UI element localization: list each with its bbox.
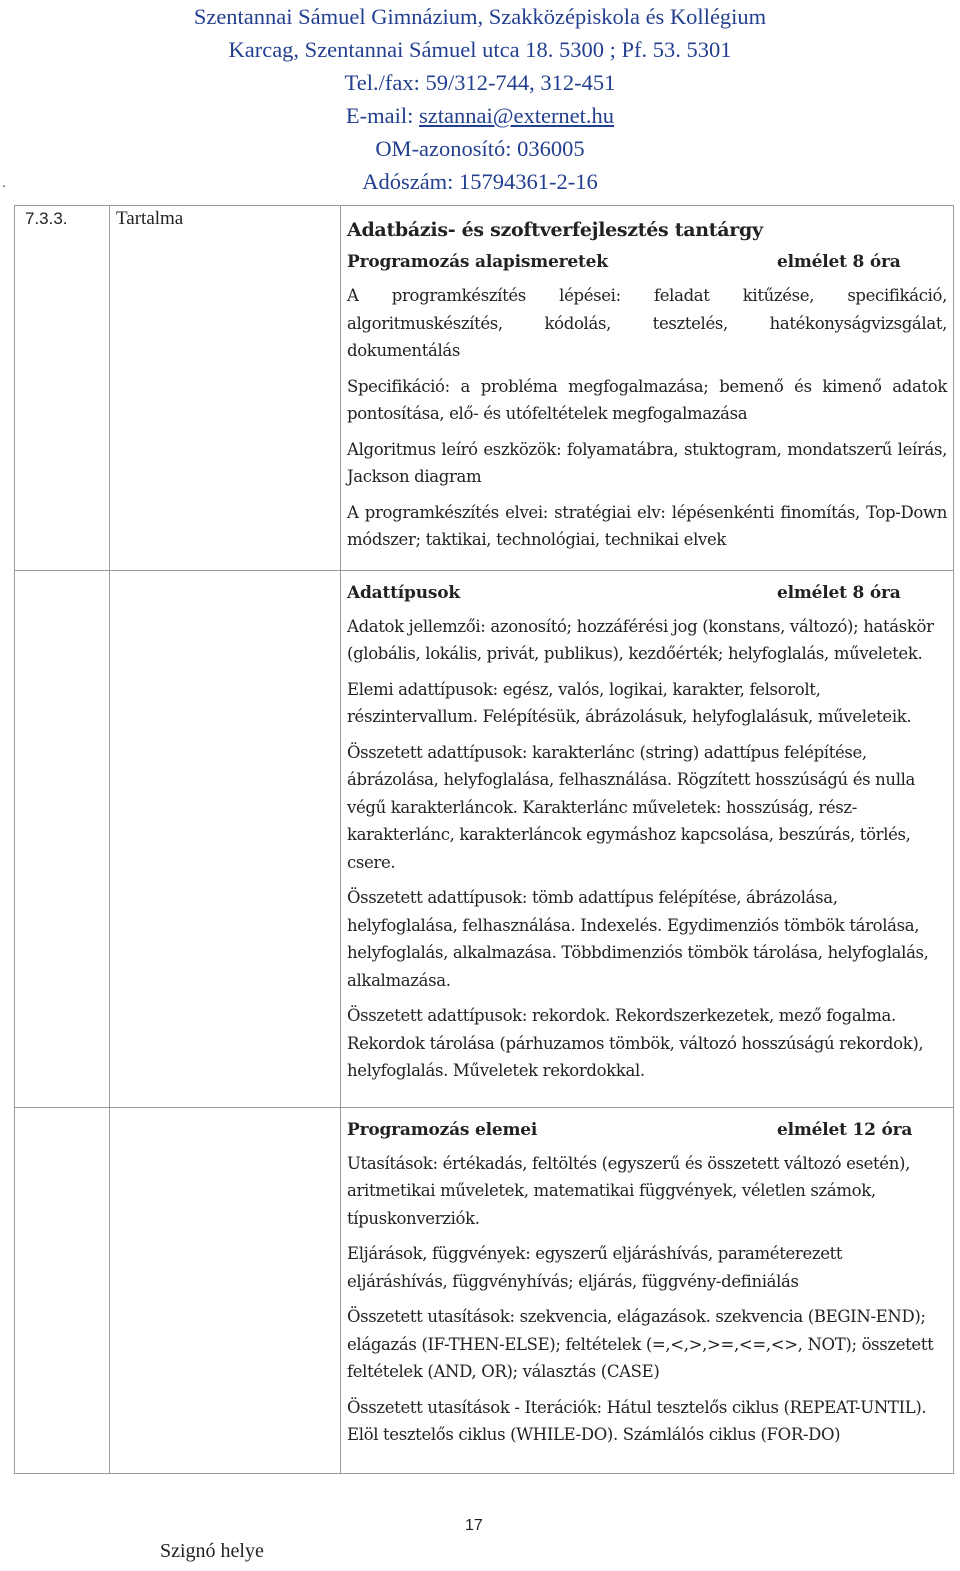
empty-cell <box>15 570 110 1107</box>
topic-header <box>347 1118 947 1142</box>
paragraph: A programkészítés lépései: feladat kitűzése, specifikáció, algoritmuskészítés, kódolás, tesztelés, hatékonyságvizsgálat, dokumentálás <box>347 286 947 360</box>
paragraph: Összetett adattípusok: karakterlánc (string) adattípus felépítése, ábrázolása, helyfoglalása, felhasználása. Rögzített hosszúságú és nulla végű karakterláncok. Karakterlánc műveletek: hosszúság, rész-karakterlánc, karakterláncok egymáshoz kapcsolása, beszúrás, törlés, csere. <box>347 742 916 872</box>
empty-cell <box>15 1107 110 1473</box>
topic-hours: elmélet 8 óra <box>777 582 901 603</box>
paragraph: Összetett adattípusok: rekordok. Rekordszerkezetek, mező fogalma. Rekordok tárolása (párhuzamos tömbök, változó hosszúságú rekordok), helyfoglalás. Műveletek rekordokkal. <box>347 1006 924 1080</box>
topic-title: Programozás elemei <box>347 1119 538 1140</box>
table-row <box>15 1107 954 1473</box>
topic-title: Adattípusok <box>347 582 460 603</box>
topic-title: Programozás alapismeretek <box>347 252 608 272</box>
email-link[interactable]: sztannai@externet.hu <box>419 103 615 128</box>
paragraph: Utasítások: értékadás, feltöltés (egyszerű és összetett változó esetén), aritmetikai műveletek, matematikai függvények, véletlen számok, típuskonverziók. <box>347 1153 910 1228</box>
paragraph: Összetett adattípusok: tömb adattípus felépítése, ábrázolása, helyfoglalása, felhasználása. Indexelés. Egydimenziós tömbök tárolása, helyfoglalás, alkalmazása. Többdimenziós tömbök tárolása, helyfoglalás, alkalmazása. <box>347 888 929 990</box>
margin-dot: . <box>2 176 6 190</box>
letterhead <box>0 0 960 198</box>
section-number: 7.3.3. <box>25 209 68 228</box>
school-address: Karcag, Szentannai Sámuel utca 18. 5300 ; Pf. 53. 5301 <box>228 37 732 62</box>
paragraph: Specifikáció: a probléma megfogalmazása; bemenő és kimenő adatok pontosítása, elő- és utófeltételek megfogalmazása <box>347 376 947 423</box>
om-id: OM-azonosító: 036005 <box>375 136 585 161</box>
content-cell <box>341 206 954 571</box>
paragraph: Algoritmus leíró eszközök: folyamatábra, stuktogram, mondatszerű leírás, Jackson diagram <box>347 439 947 486</box>
section-number-cell <box>15 206 110 571</box>
paragraph: Eljárások, függvények: egyszerű eljáráshívás, paraméterezett eljáráshívás, függvényhívás; eljárás, függvény-definiálás <box>347 1244 843 1291</box>
table-row <box>15 570 954 1107</box>
subject-title: Adatbázis- és szoftverfejlesztés tantárgy <box>347 219 763 241</box>
empty-cell <box>110 1107 341 1473</box>
paragraph: Összetett utasítások: szekvencia, elágazások. szekvencia (BEGIN-END); elágazás (IF-THEN-ELSE); feltételek (=,<,>,>=,<=,<>, NOT); összetett feltételek (AND, OR); választás (CASE) <box>347 1307 934 1381</box>
curriculum-table <box>14 205 954 1474</box>
paragraph: Elemi adattípusok: egész, valós, logikai, karakter, felsorolt, részintervallum. Felépítésük, ábrázolásuk, helyfoglalásuk, műveleteik. <box>347 679 912 726</box>
content-cell <box>341 1107 954 1473</box>
paragraph: Adatok jellemzői: azonosító; hozzáférési jog (konstans, változó); hatáskör (globális, lokális, privát, publikus), kezdőérték; helyfoglalás, műveletek. <box>347 616 934 663</box>
school-email-line <box>0 99 960 132</box>
section-label-cell <box>110 206 341 571</box>
email-label: E-mail: <box>345 103 420 128</box>
school-name: Szentannai Sámuel Gimnázium, Szakközépiskola és Kollégium <box>193 4 767 29</box>
topic-hours: elmélet 8 óra <box>777 252 901 272</box>
signature-placeholder: Szignó helye <box>160 1540 264 1562</box>
page-number: 17 <box>465 1517 483 1534</box>
school-phone: Tel./fax: 59/312-744, 312-451 <box>344 70 616 95</box>
topic-header <box>347 581 947 605</box>
paragraph: A programkészítés elvei: stratégiai elv: lépésenkénti finomítás, Top-Down módszer; taktikai, technológiai, technikai elvek <box>347 502 947 549</box>
tax-id: Adószám: 15794361-2-16 <box>362 169 598 194</box>
content-cell <box>341 570 954 1107</box>
section-label: Tartalma <box>116 208 184 229</box>
empty-cell <box>110 570 341 1107</box>
table-row <box>15 206 954 571</box>
topic-hours: elmélet 12 óra <box>777 1119 913 1140</box>
paragraph: Összetett utasítások - Iterációk: Hátul tesztelős ciklus (REPEAT-UNTIL). Elöl tesztelős ciklus (WHILE-DO). Számlálós ciklus (FOR-DO) <box>347 1397 927 1444</box>
topic-header <box>347 250 947 274</box>
